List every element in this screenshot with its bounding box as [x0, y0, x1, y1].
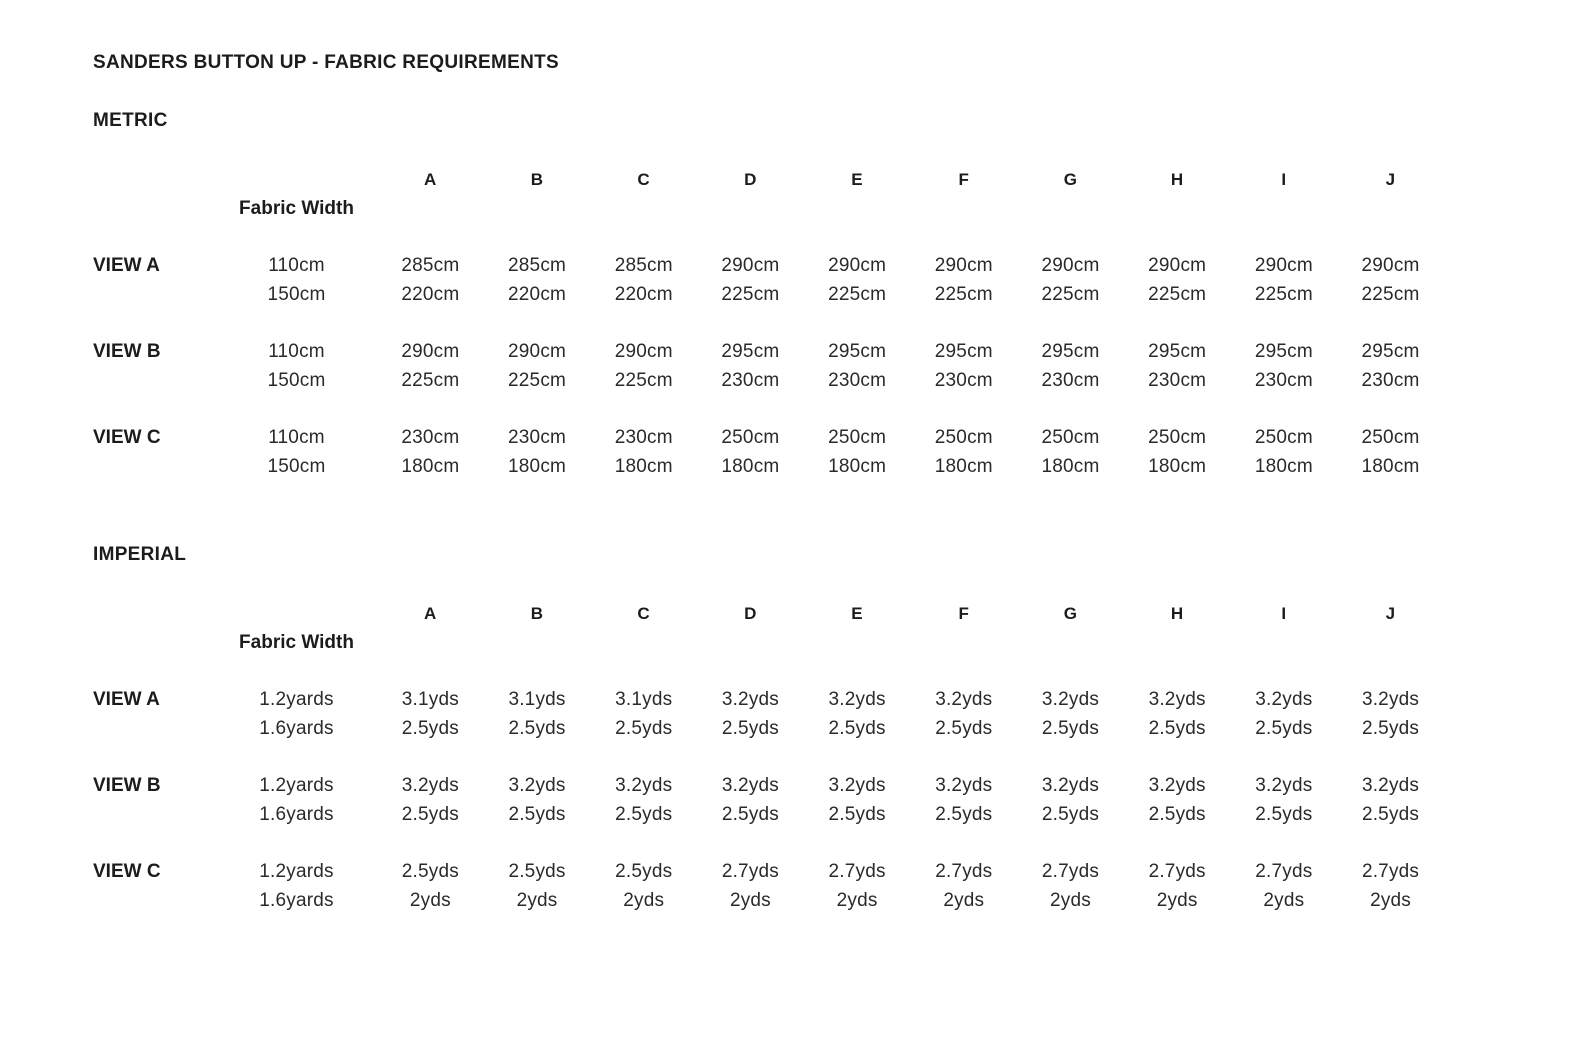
requirement-value: 2.5yds — [1041, 804, 1100, 825]
requirement-value: 3.2yds — [1041, 775, 1100, 796]
fabric-row — [93, 800, 1569, 829]
requirement-value: 180cm — [1361, 456, 1420, 477]
requirement-value: 230cm — [721, 370, 780, 391]
requirement-value: 3.2yds — [1361, 689, 1420, 710]
fabric-width-value: 1.2yards — [259, 861, 334, 882]
size-header: H — [1170, 170, 1184, 189]
requirement-value: 3.2yds — [828, 775, 886, 796]
requirement-value: 230cm — [934, 370, 993, 391]
requirement-value: 2.5yds — [1148, 804, 1206, 825]
requirement-value: 2.5yds — [828, 804, 886, 825]
requirement-value: 2.5yds — [508, 718, 566, 739]
fabric-row — [93, 771, 1569, 800]
requirement-value: 2yds — [516, 890, 558, 911]
requirement-value: 225cm — [614, 370, 673, 391]
requirement-value: 230cm — [614, 427, 673, 448]
requirement-value: 225cm — [934, 284, 993, 305]
requirement-value: 180cm — [614, 456, 673, 477]
requirement-value: 225cm — [828, 284, 887, 305]
fabric-row — [93, 280, 1569, 309]
requirement-value: 225cm — [721, 284, 780, 305]
fabric-width-label: Fabric Width — [239, 632, 354, 653]
view-label: VIEW A — [93, 255, 160, 276]
requirement-value: 290cm — [828, 255, 887, 276]
requirement-value: 250cm — [934, 427, 993, 448]
requirement-value: 230cm — [1361, 370, 1420, 391]
size-header: J — [1385, 170, 1396, 189]
requirement-value: 2.5yds — [401, 804, 459, 825]
requirement-value: 250cm — [1254, 427, 1313, 448]
requirement-value: 290cm — [1361, 255, 1420, 276]
fabric-row — [93, 366, 1569, 395]
requirement-value: 2.5yds — [721, 804, 779, 825]
requirement-value: 2.5yds — [1361, 804, 1420, 825]
requirement-value: 3.2yds — [1148, 689, 1206, 710]
fabric-width-value: 110cm — [268, 255, 325, 276]
requirement-value: 180cm — [934, 456, 993, 477]
fabric-width-value: 1.6yards — [259, 804, 334, 825]
requirement-value: 295cm — [721, 341, 780, 362]
requirement-value: 180cm — [1041, 456, 1100, 477]
requirement-value: 2yds — [943, 890, 985, 911]
requirement-value: 290cm — [1254, 255, 1313, 276]
requirement-value: 2.5yds — [1361, 718, 1420, 739]
requirement-value: 2.7yds — [1041, 861, 1100, 882]
requirement-value: 180cm — [401, 456, 460, 477]
size-header: D — [744, 170, 757, 189]
requirement-value: 290cm — [614, 341, 673, 362]
requirement-value: 2.7yds — [1361, 861, 1420, 882]
requirement-value: 290cm — [934, 255, 993, 276]
size-header: F — [958, 604, 970, 623]
fabric-width-value: 110cm — [268, 427, 325, 448]
requirement-value: 3.1yds — [615, 689, 673, 710]
requirement-value: 285cm — [614, 255, 673, 276]
requirement-value: 225cm — [1041, 284, 1100, 305]
requirement-value: 2.5yds — [508, 804, 566, 825]
fabric-row — [93, 452, 1569, 481]
requirement-value: 295cm — [1254, 341, 1313, 362]
requirement-value: 2.7yds — [1255, 861, 1313, 882]
fabric-width-row — [93, 628, 1569, 657]
page-title: SANDERS BUTTON UP - FABRIC REQUIREMENTS — [93, 52, 559, 73]
requirement-value: 285cm — [401, 255, 460, 276]
size-header: F — [958, 170, 970, 189]
requirement-value: 2.5yds — [1255, 718, 1313, 739]
fabric-width-value: 150cm — [267, 284, 326, 305]
requirement-value: 290cm — [401, 341, 460, 362]
size-header: B — [530, 604, 544, 623]
size-header: A — [424, 170, 437, 189]
requirement-value: 2yds — [1370, 890, 1411, 911]
requirement-value: 2.5yds — [1041, 718, 1100, 739]
size-header: I — [1281, 170, 1287, 189]
view-label: VIEW A — [93, 689, 160, 710]
requirement-value: 295cm — [1041, 341, 1100, 362]
fabric-row — [93, 857, 1569, 886]
fabric-width-value: 1.2yards — [259, 689, 334, 710]
view-label: VIEW B — [93, 341, 161, 362]
requirement-value: 250cm — [828, 427, 887, 448]
size-header: A — [424, 604, 437, 623]
fabric-table — [93, 165, 1569, 481]
section-metric — [93, 106, 1569, 481]
section-heading: METRIC — [93, 110, 168, 131]
requirement-value: 225cm — [1148, 284, 1207, 305]
requirement-value: 2yds — [623, 890, 665, 911]
requirement-value: 295cm — [934, 341, 993, 362]
requirement-value: 2yds — [729, 890, 771, 911]
requirement-value: 295cm — [1361, 341, 1420, 362]
requirement-value: 290cm — [1148, 255, 1207, 276]
requirement-value: 2yds — [409, 890, 451, 911]
size-header-row — [93, 165, 1569, 194]
requirement-value: 3.1yds — [508, 689, 566, 710]
size-header: E — [851, 170, 863, 189]
requirement-value: 230cm — [401, 427, 460, 448]
requirement-value: 2.5yds — [1148, 718, 1206, 739]
requirement-value: 250cm — [721, 427, 780, 448]
requirement-value: 220cm — [614, 284, 673, 305]
size-header: C — [637, 170, 650, 189]
fabric-width-value: 150cm — [267, 456, 326, 477]
requirement-value: 3.2yds — [1255, 689, 1313, 710]
requirement-value: 2.5yds — [615, 718, 673, 739]
view-group — [93, 337, 1569, 395]
size-header: B — [530, 170, 544, 189]
size-header: C — [637, 604, 650, 623]
requirement-value: 230cm — [828, 370, 887, 391]
fabric-row — [93, 251, 1569, 280]
fabric-row — [93, 337, 1569, 366]
requirement-value: 3.2yds — [828, 689, 886, 710]
requirement-value: 180cm — [721, 456, 780, 477]
requirement-value: 2yds — [836, 890, 878, 911]
requirement-value: 2.5yds — [401, 718, 459, 739]
fabric-width-value: 1.6yards — [259, 890, 334, 911]
requirement-value: 290cm — [508, 341, 567, 362]
requirement-value: 295cm — [1148, 341, 1207, 362]
fabric-row — [93, 423, 1569, 452]
view-label: VIEW C — [93, 861, 161, 882]
requirement-value: 230cm — [1254, 370, 1313, 391]
view-group — [93, 685, 1569, 743]
requirement-value: 250cm — [1361, 427, 1420, 448]
requirement-value: 2yds — [1156, 890, 1198, 911]
requirement-value: 3.2yds — [721, 689, 779, 710]
requirement-value: 230cm — [1148, 370, 1207, 391]
requirement-value: 180cm — [1148, 456, 1207, 477]
view-group — [93, 771, 1569, 829]
requirement-value: 220cm — [401, 284, 460, 305]
requirement-value: 3.2yds — [1255, 775, 1313, 796]
requirement-value: 2.7yds — [828, 861, 886, 882]
requirement-value: 3.2yds — [935, 775, 993, 796]
view-group — [93, 423, 1569, 481]
requirement-value: 220cm — [508, 284, 567, 305]
view-group — [93, 857, 1569, 915]
size-header: E — [851, 604, 863, 623]
fabric-width-value: 1.2yards — [259, 775, 334, 796]
fabric-width-value: 110cm — [268, 341, 325, 362]
requirement-value: 3.2yds — [508, 775, 566, 796]
requirement-value: 2.7yds — [721, 861, 779, 882]
fabric-width-label: Fabric Width — [239, 198, 354, 219]
fabric-width-value: 150cm — [267, 370, 326, 391]
view-label: VIEW B — [93, 775, 161, 796]
size-header: D — [744, 604, 757, 623]
requirement-value: 225cm — [508, 370, 567, 391]
size-header: G — [1063, 604, 1078, 623]
requirement-value: 2.5yds — [508, 861, 566, 882]
requirement-value: 2.5yds — [401, 861, 459, 882]
requirement-value: 250cm — [1041, 427, 1100, 448]
fabric-row — [93, 714, 1569, 743]
requirement-value: 3.1yds — [401, 689, 459, 710]
requirement-value: 230cm — [1041, 370, 1100, 391]
requirement-value: 2.5yds — [935, 804, 993, 825]
requirement-value: 225cm — [401, 370, 460, 391]
requirement-value: 180cm — [1254, 456, 1313, 477]
requirement-value: 3.2yds — [401, 775, 459, 796]
requirement-value: 2yds — [1263, 890, 1305, 911]
requirement-value: 3.2yds — [721, 775, 779, 796]
requirement-value: 3.2yds — [1148, 775, 1206, 796]
size-header: J — [1385, 604, 1396, 623]
requirement-value: 3.2yds — [1361, 775, 1420, 796]
requirement-value: 2.7yds — [935, 861, 993, 882]
requirement-value: 180cm — [828, 456, 887, 477]
tables-area — [93, 106, 1569, 915]
size-header: I — [1281, 604, 1287, 623]
requirement-value: 230cm — [508, 427, 567, 448]
requirement-value: 2.7yds — [1148, 861, 1206, 882]
requirement-value: 3.2yds — [1041, 689, 1100, 710]
view-label: VIEW C — [93, 427, 161, 448]
section-heading: IMPERIAL — [93, 544, 187, 565]
requirement-value: 2.5yds — [828, 718, 886, 739]
requirement-value: 285cm — [508, 255, 567, 276]
fabric-row — [93, 886, 1569, 915]
requirement-value: 225cm — [1254, 284, 1313, 305]
requirement-value: 295cm — [828, 341, 887, 362]
size-header: H — [1170, 604, 1184, 623]
requirement-value: 2.5yds — [615, 804, 673, 825]
size-header: G — [1063, 170, 1078, 189]
requirement-value: 3.2yds — [615, 775, 673, 796]
requirement-value: 2yds — [1050, 890, 1091, 911]
fabric-table — [93, 599, 1569, 915]
size-header-row — [93, 599, 1569, 628]
fabric-width-row — [93, 194, 1569, 223]
fabric-row — [93, 685, 1569, 714]
requirement-value: 290cm — [721, 255, 780, 276]
section-imperial — [93, 540, 1569, 915]
requirement-value: 2.5yds — [721, 718, 779, 739]
requirement-value: 2.5yds — [935, 718, 993, 739]
requirement-value: 250cm — [1148, 427, 1207, 448]
requirement-value: 290cm — [1041, 255, 1100, 276]
view-group — [93, 251, 1569, 309]
requirement-value: 2.5yds — [1255, 804, 1313, 825]
requirement-value: 3.2yds — [935, 689, 993, 710]
fabric-width-value: 1.6yards — [259, 718, 334, 739]
requirement-value: 2.5yds — [615, 861, 673, 882]
requirement-value: 225cm — [1361, 284, 1420, 305]
requirement-value: 180cm — [508, 456, 567, 477]
